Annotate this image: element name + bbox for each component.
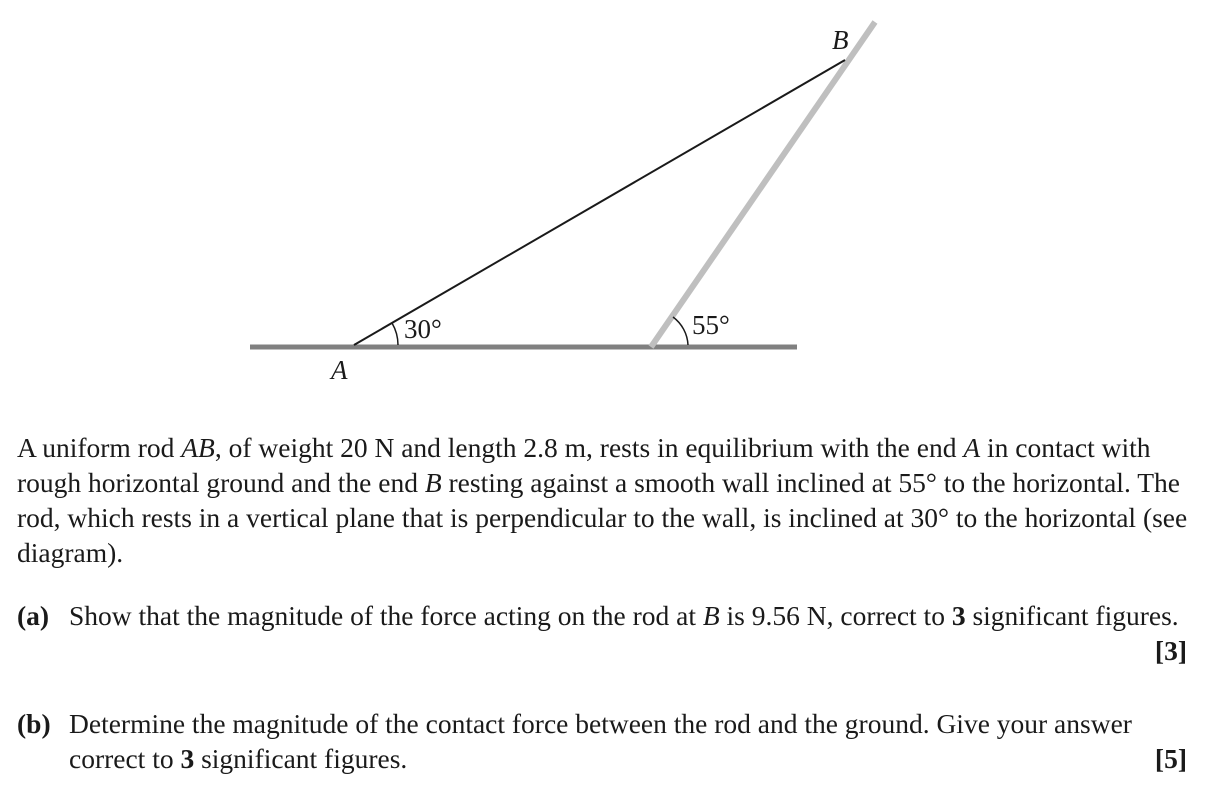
intro-part-4: resting against a smooth wall inclined at 55° to the horizontal. The rod, which rests in a vertical plane that is perpendicular to the wall, is inclined at 30° to the horizontal (see diagram). [17,467,1188,568]
point-label-b: B [832,25,849,55]
intro-end-b: B [424,467,442,498]
angle-label-rod: 30° [404,314,442,344]
rod-ab [354,60,845,345]
part-a-label: (a) [17,600,50,631]
part-b-label: (b) [17,708,51,739]
question-text [17,430,1197,774]
point-label-a: A [331,355,348,385]
intro-part-3: in contact with rough horizontal ground and the end [17,432,1151,498]
part-a-sig-figs: 3 [951,600,966,631]
part-b-marks: [5] [1154,743,1187,774]
intro-rod-name: AB [181,432,215,463]
part-a-text-1: Show that the magnitude of the force acting on the rod at [69,600,703,631]
intro-part-2: , of weight 20 N and length 2.8 m, rests in equilibrium with the end [214,432,964,463]
part-a-text-2: is 9.56 N, correct to [719,600,952,631]
intro-part-1: A uniform rod [17,432,182,463]
rod-diagram [0,0,1209,400]
part-a-marks: [3] [1154,635,1187,666]
inclined-wall [651,22,875,347]
angle-arc-wall [673,317,688,345]
part-a-text [69,598,1187,633]
question-intro [17,430,1197,570]
part-b-text-2: significant figures. [194,743,408,774]
intro-end-a: A [963,432,981,463]
part-b-text [69,706,1187,776]
angle-label-wall: 55° [692,310,730,340]
part-b-sig-figs: 3 [180,743,195,774]
part-a-point-b: B [702,600,720,631]
angle-arc-rod [392,323,398,345]
part-a-text-3: significant figures. [965,600,1179,631]
part-b-text-1: Determine the magnitude of the contact force between the rod and the ground. Give your answer correct to [69,708,1132,774]
